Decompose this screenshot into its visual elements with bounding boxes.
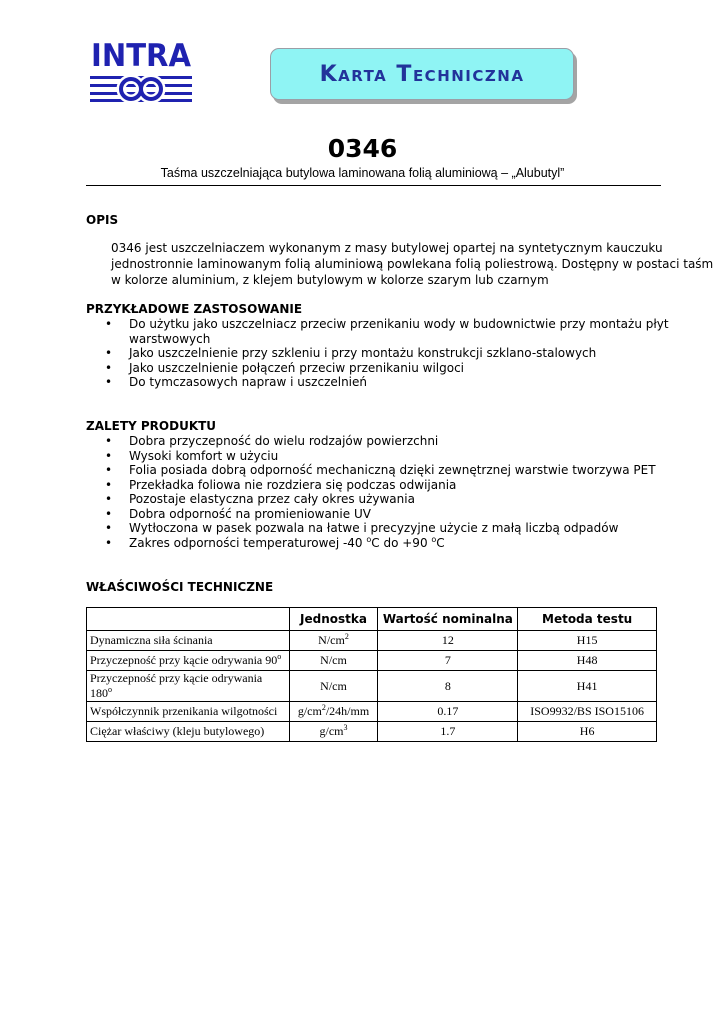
property-value: 8 [378, 671, 518, 702]
property-method: ISO9932/BS ISO15106 [518, 702, 657, 722]
column-header [87, 608, 290, 631]
list-item: • Wysoki komfort w użyciu [101, 449, 656, 464]
table-row [87, 671, 657, 702]
wlasciwosci-heading: WŁAŚCIWOŚCI TECHNICZNE [86, 580, 274, 594]
karta-techniczna-label: Karta Techniczna [319, 61, 525, 87]
property-unit: $g/cm^3$ [289, 722, 378, 742]
opis-line: 0346 jest uszczelniaczem wykonanym z masy butylowej opartej na syntetycznym kauczuku [111, 241, 663, 255]
property-value: 7 [378, 651, 518, 671]
table-header-row [87, 608, 657, 631]
property-method: H41 [518, 671, 657, 702]
table-row [87, 702, 657, 722]
product-code: 0346 [327, 134, 398, 163]
list-item: • Do tymczasowych napraw i uszczelnień [101, 375, 669, 390]
zalety-list [101, 434, 656, 550]
property-value: 1.7 [378, 722, 518, 742]
property-name: Dynamiczna siła ścinania [87, 631, 290, 651]
opis-paragraph [111, 240, 714, 288]
product-subtitle: Taśma uszczelniająca butylowa laminowana folią aluminiową – „Alubutyl” [160, 166, 565, 180]
zastosowanie-heading: PRZYKŁADOWE ZASTOSOWANIE [86, 302, 303, 316]
property-unit: $N/cm^2$ [289, 631, 378, 651]
list-item-temperature: • Zakres odporności temperaturowej -40 $^o$C do +90 $^o$C [101, 536, 656, 551]
column-header: Wartość nominalna [378, 608, 518, 631]
opis-heading: OPIS [86, 213, 119, 227]
properties-table [86, 607, 657, 742]
karta-techniczna-banner [270, 48, 574, 100]
list-item: • Dobra odporność na promieniowanie UV [101, 507, 656, 522]
property-value: 12 [378, 631, 518, 651]
zastosowanie-list [101, 317, 669, 390]
zalety-heading: ZALETY PRODUKTU [86, 419, 217, 433]
table-row [87, 631, 657, 651]
table-row [87, 722, 657, 742]
opis-line: jednostronnie laminowanym folią aluminiową powlekana folią poliestrową. Dostępny w postaci taśm [111, 257, 714, 271]
column-header: Metoda testu [518, 608, 657, 631]
opis-line: w kolorze aluminium, z klejem butylowym w kolorze szarym lub czarnym [111, 273, 549, 287]
title-divider [86, 185, 661, 186]
property-name: Ciężar właściwy (kleju butylowego) [87, 722, 290, 742]
intra-logo [90, 40, 192, 102]
list-item: • Dobra przyczepność do wielu rodzajów powierzchni [101, 434, 656, 449]
list-item: • Do użytku jako uszczelniacz przeciw przenikaniu wody w budownictwie przy montażu płyt warstwowych [101, 317, 669, 346]
property-method: H6 [518, 722, 657, 742]
property-unit: N/cm [289, 651, 378, 671]
property-method: H15 [518, 631, 657, 651]
column-header: Jednostka [289, 608, 378, 631]
property-unit: N/cm [289, 671, 378, 702]
property-name: Współczynnik przenikania wilgotności [87, 702, 290, 722]
property-name: Przyczepność przy kącie odrywania 90$^o$ [87, 651, 290, 671]
list-item-continuation: warstwowych [129, 331, 211, 346]
list-item: • Wytłoczona w pasek pozwala na łatwe i precyzyjne użycie z małą liczbą odpadów [101, 521, 656, 536]
list-item: • Przekładka foliowa nie rozdziera się podczas odwijania [101, 478, 656, 493]
list-item: • Folia posiada dobrą odporność mechaniczną dzięki zewnętrznej warstwie tworzywa PET [101, 463, 656, 478]
property-method: H48 [518, 651, 657, 671]
list-item: • Jako uszczelnienie połączeń przeciw przenikaniu wilgoci [101, 361, 669, 376]
table-row [87, 651, 657, 671]
list-item: • Pozostaje elastyczna przez cały okres używania [101, 492, 656, 507]
property-value: 0.17 [378, 702, 518, 722]
logo-text: INTRA [91, 40, 191, 74]
property-name: Przyczepność przy kącie odrywania 180$^o$ [87, 671, 290, 702]
list-item: • Jako uszczelnienie przy szkleniu i przy montażu konstrukcji szklano-stalowych [101, 346, 669, 361]
property-unit: $g/cm^2/24h/mm$ [289, 702, 378, 722]
